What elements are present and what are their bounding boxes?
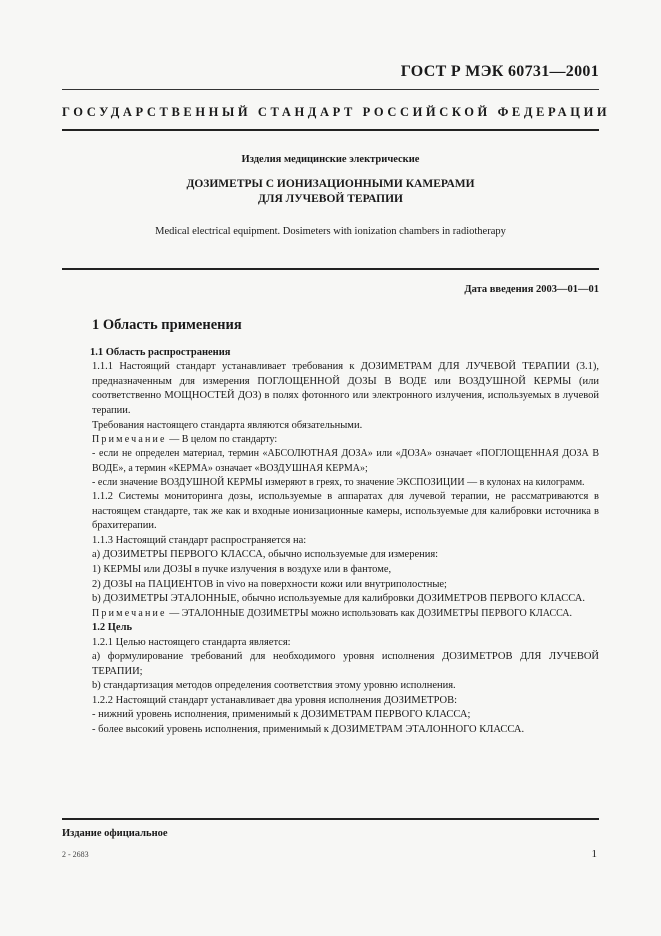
header-divider (62, 129, 599, 131)
subsection-1-2-title: 1.2 Цель (92, 621, 133, 633)
note-1-label: Примечание (92, 434, 167, 446)
paragraph-1-1-2: 1.1.2 Системы мониторинга дозы, используемые в аппаратах для лучевой терапии, не рассматриваются в настоящем стандарте, так же как и входные ионизационные камеры, используемые для калибровки источника в брахитерапии. (92, 490, 599, 532)
list-item-1-2-2-1: - нижний уровень исполнения, применимый к ДОЗИМЕТРАМ ПЕРВОГО КЛАССА; (92, 709, 471, 721)
list-item-1-2-2-2: - более высокий уровень исполнения, применимый к ДОЗИМЕТРАМ ЭТАЛОННОГО КЛАССА. (92, 724, 525, 736)
note-2 (92, 607, 599, 621)
paragraph-1-1-1: 1.1.1 Настоящий стандарт устанавливает требования к ДОЗИМЕТРАМ ДЛЯ ЛУЧЕВОЙ ТЕРАПИИ (3.1), предназначенным для измерения ПОГЛОЩЕННОЙ ДОЗЫ В ВОДЕ или ВОЗДУШНОЙ КЕРМЫ (или соответственно МОЩНОСТЕЙ ДОЗ) в полях фотонного или электронного излучения, используемых в лучевой терапии. (92, 361, 599, 416)
note-1-text: — В целом по стандарту: (166, 434, 278, 446)
note-2-text: — ЭТАЛОННЫЕ ДОЗИМЕТРЫ можно использовать как ДОЗИМЕТРЫ ПЕРВОГО КЛАССА. (166, 607, 573, 619)
document-subtitle: Изделия медицинские электрические (241, 154, 420, 165)
official-edition: Издание официальное (62, 828, 168, 839)
english-title: Medical electrical equipment. Dosimeters with ionization chambers in radiotherapy (155, 226, 506, 237)
list-item-1-2-1-a: а) формулирование требований для необходимого уровня исполнения ДОЗИМЕТРОВ ДЛЯ ЛУЧЕВОЙ ТЕРАПИИ; (92, 651, 599, 677)
document-body (92, 318, 599, 738)
list-item-a-2: 2) ДОЗЫ на ПАЦИЕНТОВ in vivo на поверхности кожи или внутриполостные; (92, 578, 447, 590)
title-line-2: ДЛЯ ЛУЧЕВОЙ ТЕРАПИИ (258, 193, 403, 205)
list-item-b: b) ДОЗИМЕТРЫ ЭТАЛОННЫЕ, обычно используемые для калибровки ДОЗИМЕТРОВ ПЕРВОГО КЛАССА. (92, 593, 585, 605)
title-line-1: ДОЗИМЕТРЫ С ИОНИЗАЦИОННЫМИ КАМЕРАМИ (186, 178, 475, 190)
list-item-a: а) ДОЗИМЕТРЫ ПЕРВОГО КЛАССА, обычно используемые для измерения: (92, 549, 439, 561)
note-1-item-1: - если не определен материал, термин «АБСОЛЮТНАЯ ДОЗА» или «ДОЗА» означает «ПОГЛОЩЕННАЯ ДОЗА В ВОДЕ», а термин «КЕРМА» означает «ВОЗДУШНАЯ КЕРМА»; (92, 448, 599, 474)
list-item-1-2-1-b: b) стандартизация методов определения соответствия этому уровню исполнения. (92, 680, 456, 692)
introduction-date: Дата введения 2003—01—01 (464, 284, 599, 295)
document-title (62, 177, 599, 207)
title-divider (62, 268, 599, 270)
paragraph-requirements: Требования настоящего стандарта являются обязательными. (92, 419, 363, 431)
note-1 (92, 433, 599, 447)
list-item-a-1: 1) КЕРМЫ или ДОЗЫ в пучке излучения в воздухе или в фантоме, (92, 563, 392, 575)
print-code: 2 - 2683 (62, 850, 89, 859)
paragraph-1-2-1: 1.2.1 Целью настоящего стандарта является: (92, 636, 291, 648)
note-2-label: Примечание (92, 607, 167, 619)
state-standard-heading: ГОСУДАРСТВЕННЫЙ СТАНДАРТ РОССИЙСКОЙ ФЕДЕРАЦИИ (62, 105, 611, 119)
page-number: 1 (591, 848, 597, 860)
note-1-item-2: - если значение ВОЗДУШНОЙ КЕРМЫ измеряют в греях, то значение ЭКСПОЗИЦИИ — в кулонах на килограмм. (92, 476, 585, 488)
section-title: 1 Область применения (92, 317, 242, 333)
paragraph-1-2-2: 1.2.2 Настоящий стандарт устанавливает два уровня исполнения ДОЗИМЕТРОВ: (92, 694, 458, 706)
gost-number: ГОСТ Р МЭК 60731—2001 (400, 63, 599, 80)
footer-divider (62, 818, 599, 820)
subsection-1-1-title: 1.1 Область распространения (90, 346, 231, 358)
top-rule (62, 89, 599, 90)
paragraph-1-1-3: 1.1.3 Настоящий стандарт распространяется на: (92, 534, 307, 546)
